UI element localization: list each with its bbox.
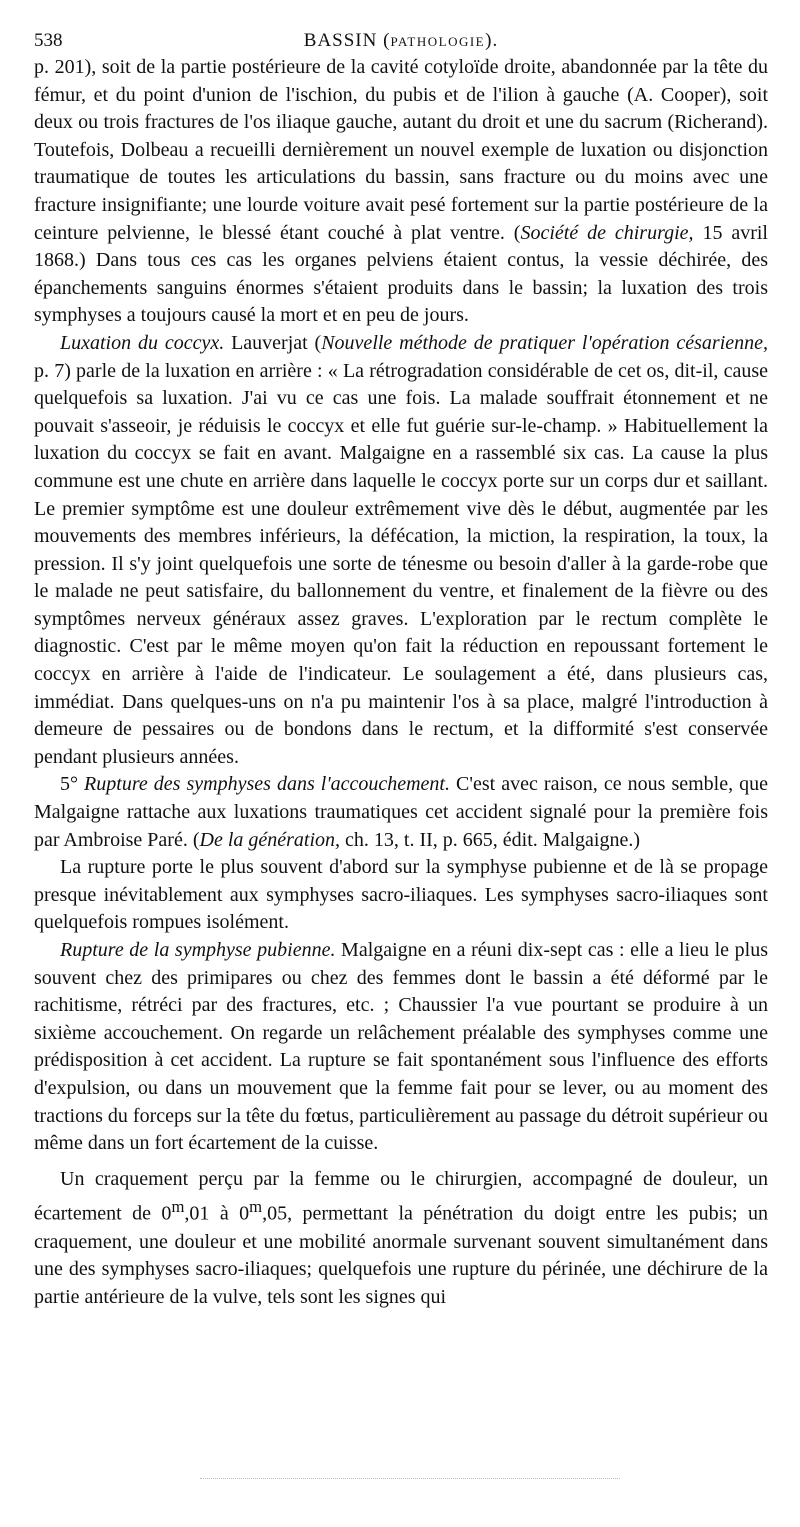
text-run: p. 7) parle de la luxation en arrière : « La rétrogradation considérable de cet os, dit-il, cause quelquefois sa luxation. J'ai vu ce cas une fois. La malade souffrait étonnement et ne pouvait s'asseoir, je réduisis le coccyx et elle fut guérie sur-le-champ. » Habituellement la luxation du coccyx se fait en avant. Malgaigne en a rassemblé six cas. La cause la plus commune est une chute en arrière dans laquelle le coccyx porte sur un corps dur et saillant. Le premier symptôme est une douleur extrêmement vive dès le début, augmentée par les mouvements des membres inférieurs, la défécation, la miction, la respiration, la toux, la pression. Il s'y joint quelquefois une sorte de ténesme ou besoin d'aller à la garde-robe que le malade ne peut satisfaire, du ballonnement du ventre, et finalement de la fièvre ou des symptômes nerveux généraux assez graves. L'exploration par le rectum complète le diagnostic. C'est par le même moyen qu'on fait la réduction en repoussant fortement le coccyx en arrière à l'aide de l'indicateur. Le soulagement a été, dans plusieurs cas, immédiat. Dans quelques-uns on n'a pu maintenir l'os à sa place, malgré l'introduction à demeure de pessaires ou de bondons dans le rectum, et la difformité s'est conservée pendant plusieurs années. xyxy=(34,359,768,768)
unit-superscript: m xyxy=(249,1197,263,1217)
running-head-close: ). xyxy=(485,30,499,51)
running-head-title: BASSIN ( xyxy=(303,30,391,51)
paragraph-rupture-propagation xyxy=(34,854,768,937)
document-page xyxy=(34,24,768,1311)
running-head-subtitle: PATHOLOGIE xyxy=(390,34,486,49)
text-run: ,05, permettant la pénétration du doigt entre les pubis; un craquement, une douleur et une mobilité anormale survenant souvent simultanément dans une des symphyses sacro-iliaques; quelquefois une rupture du périnée, une déchirure de la partie antérieure de la vulve, tels sont les signes qui xyxy=(34,1203,768,1308)
section-heading-italic: Rupture des symphyses dans l'accouchement. xyxy=(84,773,450,796)
paragraph-symphysis-rupture xyxy=(34,771,768,854)
text-run: Un craquement perçu par la femme ou le chirurgien, accompagné de douleur, un écartement de 0 xyxy=(34,1167,768,1225)
citation-italic: Nouvelle méthode de pratiquer l'opération césarienne, xyxy=(321,331,769,354)
page-number: 538 xyxy=(34,30,63,51)
text-run: p. 201), soit de la partie postérieure de la cavité cotyloïde droite, abandonnée par la tête du fémur, et du point d'union de l'ischion, du pubis et de l'ilion à gauche (A. Cooper), soit deux ou trois fractures de l'os iliaque gauche, autant du droit et une du sacrum (Richerand). Toutefois, Dolbeau a recueilli dernièrement un nouvel exemple de luxation ou disjonction traumatique de toutes les articulations du bassin, sans fracture ou du moins avec une fracture insignifiante; une lourde voiture avait pesé fortement sur la partie postérieure de la ceinture pelvienne, le blessé étant couché à plat ventre. ( xyxy=(34,56,768,244)
citation-italic: De la génération, xyxy=(199,828,341,851)
paragraph-signs xyxy=(34,1166,768,1312)
section-heading-italic: Rupture de la symphyse pubienne. xyxy=(60,939,336,961)
text-run: C'est avec raison, ce nous semble, que Malgaigne rattache aux luxations traumatiques cet accident signalé pour la première fois par Ambroise Paré. ( xyxy=(34,773,769,851)
unit-superscript: m xyxy=(171,1197,185,1217)
text-run: Lauverjat ( xyxy=(224,331,322,354)
section-heading-italic: Luxation du coccyx. xyxy=(60,331,225,354)
text-run: ,01 à 0 xyxy=(184,1203,250,1225)
section-number: 5° xyxy=(60,773,85,796)
text-run: La rupture porte le plus souvent d'abord sur la symphyse pubienne et de là se propage presque inévitablement aux symphyses sacro-iliaques. Les symphyses sacro-iliaques sont quelquefois rompues isolément. xyxy=(34,856,768,934)
paragraph-pubic-symphysis xyxy=(34,937,768,1158)
body-text xyxy=(34,54,768,1311)
paragraph-pelvis-luxation xyxy=(34,54,768,330)
text-run: ch. 13, t. II, p. 665, édit. Malgaigne.) xyxy=(340,828,640,851)
page-header xyxy=(34,24,768,54)
text-run: 15 avril 1868.) Dans tous ces cas les organes pelviens étaient contus, la vessie déchirée, des épanchements sanguins énormes s'étaient produits dans le bassin; la luxation des trois symphyses a toujours causé la mort et en peu de jours. xyxy=(34,221,768,327)
text-run: Malgaigne en a réuni dix-sept cas : elle a lieu le plus souvent chez des primipares ou chez des femmes dont le bassin a été déformé par le rachitisme, rétréci par des fractures, etc. ; Chaussier l'a vue pourtant se produire à un sixième accouchement. On regarde un relâchement préalable des symphyses comme une prédisposition à cet accident. La rupture se fait spontanément sous l'influence des efforts d'expulsion, ou dans un mouvement que la femme fait pour se lever, ou au moment des tractions du forceps sur la tête du fœtus, particulièrement au passage du détroit supérieur ou même dans un fort écartement de la cuisse. xyxy=(34,939,768,1155)
citation-italic: Société de chirurgie, xyxy=(520,221,694,244)
running-head xyxy=(34,30,768,52)
page-bottom-specks xyxy=(200,1478,620,1485)
paragraph-coccyx-luxation xyxy=(34,330,768,772)
